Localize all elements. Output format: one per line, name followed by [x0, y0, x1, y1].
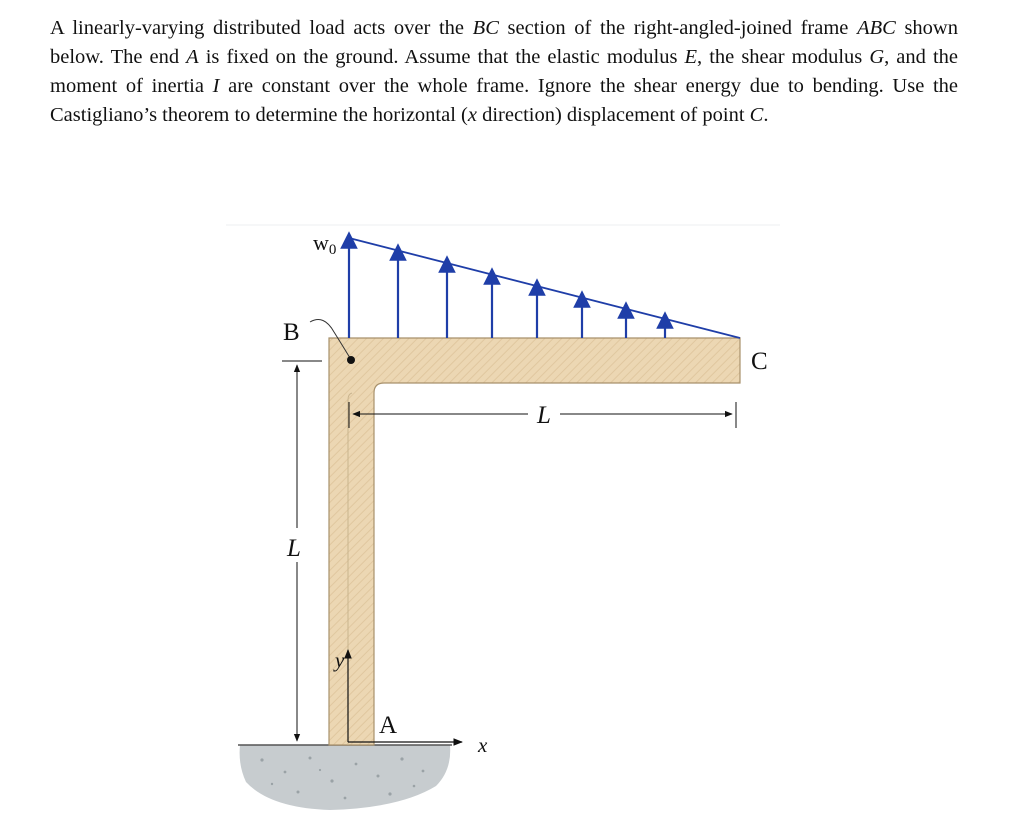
problem-text-1: A linearly-varying distributed load acts over the [50, 17, 473, 39]
problem-text-8: direction) displacement of point [476, 104, 750, 126]
var-bc: BC [472, 17, 499, 39]
ground [238, 745, 452, 810]
load-envelope-line [349, 238, 740, 338]
var-g: G [869, 46, 885, 68]
problem-text-2: section of the right-angled-joined frame [498, 17, 858, 39]
dimension-vertical-label: L [287, 535, 301, 562]
problem-text-9: . [763, 104, 769, 126]
var-i: I [212, 75, 220, 97]
point-b-label: B [283, 319, 300, 346]
point-b-dot [347, 356, 355, 364]
var-a: A [186, 46, 199, 68]
var-x: x [467, 104, 477, 126]
var-abc: ABC [857, 17, 896, 39]
dimension-horizontal-label: L [537, 402, 551, 429]
problem-text-3: shown below. The end [50, 17, 958, 68]
load-label: w0 [313, 230, 337, 258]
x-axis-label: x [478, 733, 488, 757]
point-c-label: C [751, 348, 768, 375]
point-a-label: A [379, 712, 398, 739]
problem-text-5: , the shear modulus [697, 46, 870, 68]
problem-text-4: is fixed on the ground. Assume that the elastic modulus [198, 46, 685, 68]
distributed-load [349, 238, 740, 338]
y-axis-label: y [335, 648, 345, 672]
problem-text-7: are constant over the whole frame. Ignore the shear energy due to bending. Use the Castigliano’s theorem to determine the horizontal ( [50, 75, 958, 126]
var-e: E [684, 46, 698, 68]
var-c: C [749, 104, 764, 126]
frame-member [329, 338, 740, 745]
problem-text-6: , and the moment of inertia [50, 46, 958, 97]
